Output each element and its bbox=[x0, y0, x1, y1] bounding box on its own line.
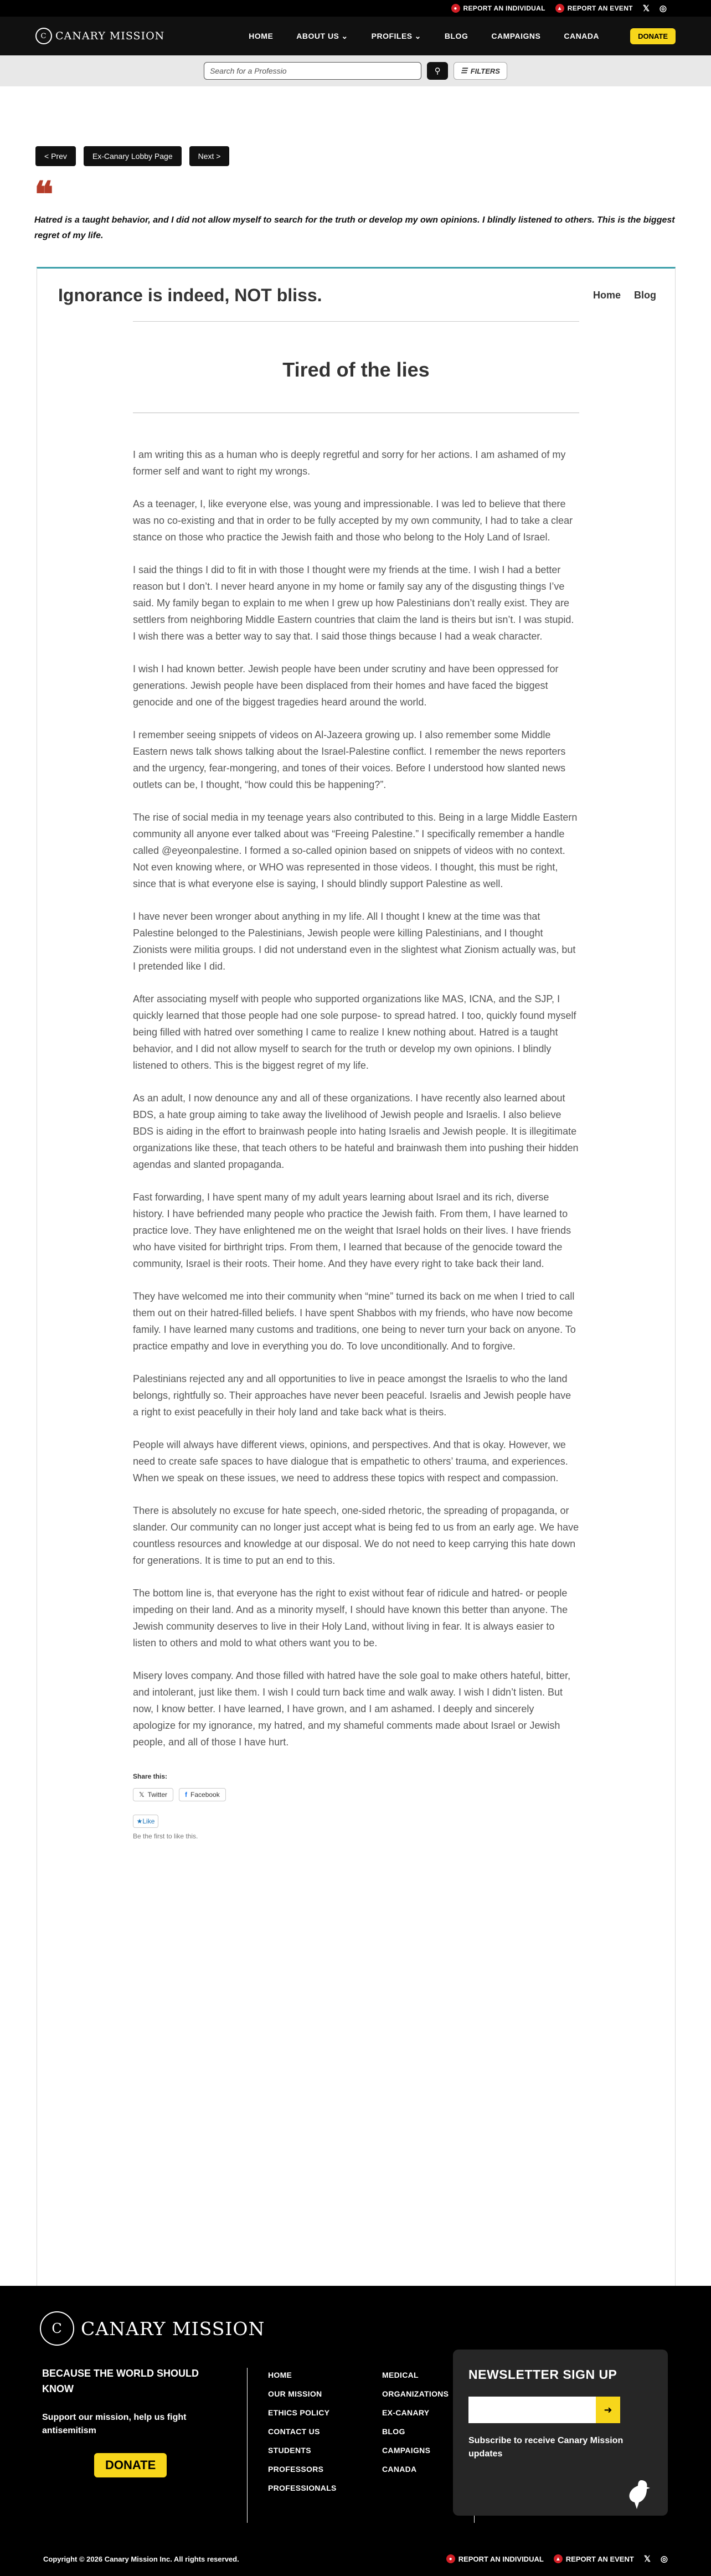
footer-report-individual[interactable]: ● REPORT AN INDIVIDUAL bbox=[446, 2554, 544, 2563]
paragraph: They have welcomed me into their community when “mine” turned its back on me when I tried to call them out on their hatred-filled beliefs. I have spent Shabbos with my friends, who have now become family. I have learned many customs and traditions, one being to never turn your back on anyone. To practice empathy and love in everything you do. To love unconditionally. And to forgive. bbox=[133, 1291, 576, 1352]
paragraph: As a teenager, I, like everyone else, was young and impressionable. I was led to believe that there was no co-existing and that in order to be fully accepted by my own community, I had to take a clear stance on those who practice the Jewish faith and those who belong to the Holy Land of Israel. bbox=[133, 498, 573, 543]
twitter-icon: 𝕏 bbox=[139, 1791, 145, 1799]
paragraph: I have never been wronger about anything in my life. All I thought I knew at the time was that Palestine belonged to the Palestinians, Jewish people were killing Palestinians, and I thought Zionists were militia groups. I did not understand even in the slightest what Zionism actually was, but I pretended like I did. bbox=[133, 911, 576, 972]
quote-text: Hatred is a taught behavior, and I did not allow myself to search for the truth or develop my own opinions. I blindly listened to others. This is the biggest regret of my life. bbox=[34, 215, 675, 240]
top-bar bbox=[0, 0, 711, 17]
footer-link[interactable]: CAMPAIGNS bbox=[382, 2446, 431, 2455]
blog-card bbox=[37, 267, 676, 2286]
share-label: Share this: bbox=[133, 1773, 168, 1780]
footer-link[interactable]: BLOG bbox=[382, 2427, 405, 2436]
share-facebook-button[interactable]: f Facebook bbox=[179, 1788, 226, 1801]
main-nav bbox=[0, 17, 711, 55]
paragraph: The rise of social media in my teenage years also contributed to this. Being in a large Middle Eastern community all anyone ever talked about was “Freeing Palestine.” I specifically remember a handle called @eyeonpalestine. I formed a so-called opinion based on snippets of videos with no context. Not even knowing where, or WHO was represented in those videos. I thought, this must be right, since that is what everyone else is saying, I should blindly support Palestine as well. bbox=[133, 812, 578, 889]
copyright: Copyright © 2026 Canary Mission Inc. All rights reserved. bbox=[43, 2554, 239, 2563]
post-title: Tired of the lies bbox=[282, 358, 430, 381]
flame-icon: ▲ bbox=[555, 4, 564, 13]
divider bbox=[133, 321, 579, 322]
report-event-link[interactable]: ▲ REPORT AN EVENT bbox=[555, 4, 633, 13]
nav-campaigns[interactable]: CAMPAIGNS bbox=[491, 31, 541, 40]
donate-button[interactable]: DONATE bbox=[630, 28, 676, 44]
star-icon: ★ bbox=[136, 1817, 143, 1825]
search-icon[interactable]: ⚲ bbox=[427, 62, 448, 80]
canary-logo-icon: C bbox=[35, 28, 52, 44]
facebook-icon: f bbox=[185, 1791, 188, 1799]
filter-icon: ☰ bbox=[461, 66, 467, 75]
footer-support-text: Support our mission, help us fight antisemitism bbox=[42, 2413, 187, 2435]
paragraph: People will always have different views, opinions, and perspectives. And that is okay. However, we need to create safe spaces to have dialogue that is empathetic to others’ trauma, and experiences. When we speak on these issues, we need to address these topics with respect and compassion. bbox=[133, 1439, 568, 1483]
footer-link[interactable]: CONTACT US bbox=[268, 2427, 320, 2436]
nav-blog[interactable]: BLOG bbox=[444, 31, 468, 40]
newsletter-title: NEWSLETTER SIGN UP bbox=[468, 2367, 617, 2382]
blog-links bbox=[593, 290, 656, 301]
flame-icon: ▲ bbox=[554, 2554, 563, 2563]
nav-links bbox=[249, 32, 599, 41]
blog-blog-link[interactable]: Blog bbox=[634, 290, 656, 301]
footer-link[interactable]: EX-CANARY bbox=[382, 2408, 430, 2417]
like-button[interactable]: ★ Like bbox=[133, 1815, 158, 1828]
paragraph: I am writing this as a human who is deeply regretful and sorry for her actions. I am ashamed of my former self and want to right my wrongs. bbox=[133, 449, 566, 477]
report-individual-link[interactable]: ● REPORT AN INDIVIDUAL bbox=[451, 4, 545, 13]
paragraph: I said the things I did to fit in with those I thought were my friends at the time. I wish I had a better reason but I don’t. I never heard anyone in my home or family say any of the disgusting things I’ve said. My family began to explain to me when I grew up how Palestinians don’t really exist. They are settlers from neighboring Middle Eastern countries that claim the land is theirs but isn’t. I was stupid. I wish there was a better way to say that. I said those things because I had a weak character. bbox=[133, 564, 574, 642]
instagram-icon[interactable]: ◎ bbox=[659, 4, 667, 13]
blog-header bbox=[37, 269, 675, 306]
like-note: Be the first to like this. bbox=[133, 1832, 198, 1840]
blog-title: Ignorance is indeed, NOT bliss. bbox=[58, 285, 322, 305]
canary-logo-icon: C bbox=[40, 2311, 74, 2346]
share-twitter-button[interactable]: 𝕏 Twitter bbox=[133, 1788, 173, 1801]
site-logo[interactable]: C CANARY MISSION bbox=[35, 28, 164, 44]
footer-link[interactable]: OUR MISSION bbox=[268, 2389, 322, 2398]
blog-home-link[interactable]: Home bbox=[592, 290, 621, 301]
pager bbox=[35, 146, 711, 166]
x-icon[interactable]: 𝕏 bbox=[642, 4, 650, 13]
footer-link[interactable]: HOME bbox=[268, 2371, 292, 2379]
x-icon[interactable]: 𝕏 bbox=[643, 2554, 651, 2564]
newsletter-note: Subscribe to receive Canary Mission updates bbox=[468, 2436, 624, 2459]
nav-profiles[interactable]: PROFILES ⌄ bbox=[371, 31, 421, 40]
paragraph: Fast forwarding, I have spent many of my adult years learning about Israel and its rich, diverse history. I have befriended many people who practice the Jewish faith. From them, I have learned to practice love. They have enlightened me on the weight that Israel holds on their lives. I have friends who have visited for birthright trips. From them, I learned that because of the genocide toward the community, Israel is their roots. Their home. And they have every right to take back their land. bbox=[133, 1192, 571, 1269]
footer-link[interactable]: ORGANIZATIONS bbox=[382, 2389, 449, 2398]
prev-button[interactable]: < Prev bbox=[35, 146, 76, 166]
search-bar bbox=[0, 55, 711, 86]
footer-bottom bbox=[0, 2542, 711, 2576]
quote-icon: ❝ bbox=[34, 174, 54, 215]
person-icon: ● bbox=[451, 4, 460, 13]
article-body bbox=[133, 446, 579, 1750]
footer-logo[interactable]: C CANARY MISSION bbox=[40, 2311, 265, 2346]
newsletter-form bbox=[468, 2397, 652, 2423]
ex-canary-lobby-button[interactable]: Ex-Canary Lobby Page bbox=[84, 146, 182, 166]
footer-link[interactable]: CANADA bbox=[382, 2465, 417, 2474]
person-icon: ● bbox=[446, 2554, 455, 2563]
filters-button[interactable]: ☰ FILTERS bbox=[454, 62, 507, 80]
footer-link[interactable]: ETHICS POLICY bbox=[268, 2408, 330, 2417]
search-input[interactable]: Search for a Professio bbox=[204, 62, 421, 80]
divider bbox=[247, 2368, 248, 2523]
paragraph: Misery loves company. And those filled with hatred have the sole goal to make others hateful, bitter, and intolerant, just like them. I wish I could turn back time and walk away. I wish I didn’t listen. But now, I know better. I have learned, I have grown, and I am ashamed. I deeply and sincerely apologize for my ignorance, my hatred, and my shameful comments made about Israel or Jewish people, and all of those I have hurt. bbox=[133, 1670, 571, 1748]
site-footer bbox=[0, 2286, 711, 2576]
chevron-down-icon: ⌄ bbox=[414, 31, 421, 40]
newsletter-email-input[interactable] bbox=[468, 2397, 596, 2423]
canary-bird-icon bbox=[620, 2476, 656, 2511]
footer-links-col-1 bbox=[268, 2366, 337, 2497]
footer-donate-button[interactable]: DONATE bbox=[94, 2453, 167, 2477]
footer-tagline: BECAUSE THE WORLD SHOULD KNOW bbox=[42, 2368, 199, 2394]
paragraph: As an adult, I now denounce any and all of these organizations. I have recently also learned about BDS, a hate group aiming to take away the livelihood of Jewish people and Israelis. I also believe BDS is aiding in the effort to brainwash people into hating Israelis and Jewish people. It is illegitimate organizations like these, that teach others to be hateful and brainwash them into pushing their hidden agendas and slanted propaganda. bbox=[133, 1093, 579, 1170]
footer-link[interactable]: STUDENTS bbox=[268, 2446, 311, 2455]
footer-bottom-links bbox=[446, 2554, 668, 2564]
paragraph: The bottom line is, that everyone has the right to exist without fear of ridicule and hatred- or people impeding on their land. And as a minority myself, I should have known this better than anyone. The Jewish community deserves to live in their Holy Land, without living in fear. It is always easier to listen to others and mold to what others want you to be. bbox=[133, 1588, 568, 1648]
nav-canada[interactable]: CANADA bbox=[564, 31, 600, 40]
footer-link[interactable]: PROFESSIONALS bbox=[268, 2484, 337, 2492]
footer-link[interactable]: PROFESSORS bbox=[268, 2465, 324, 2474]
paragraph: I remember seeing snippets of videos on Al-Jazeera growing up. I also remember some Middle Eastern news talk shows talking about the Israel-Palestine conflict. I remember the news reporters and the urgency, fear-mongering, and tones of their voices. Before I understood how slanted news outlets can be, I thought, “how could this be happening?”. bbox=[133, 729, 566, 790]
pull-quote bbox=[34, 174, 676, 244]
paragraph: There is absolutely no excuse for hate speech, one-sided rhetoric, the spreading of propaganda, or slander. Our community can no longer just accept what is being fed to us from an early age. We have countless resources and knowledge at our disposal. We do not need to keep carrying this hate down for generations. It is time to put an end to this. bbox=[133, 1505, 579, 1566]
chevron-down-icon: ⌄ bbox=[341, 31, 348, 40]
paragraph: After associating myself with people who supported organizations like MAS, ICNA, and the SJP, I quickly learned that those people had one sole purpose- to spread hatred. I too, quickly found myself being filled with hatred over something I came to realize I knew nothing about. Hatred is a taught behavior, and I did not allow myself to search for the truth or develop my own opinions. I blindly listened to others. This is the biggest regret of my life. bbox=[133, 993, 576, 1071]
next-button[interactable]: Next > bbox=[189, 146, 230, 166]
footer-link[interactable]: MEDICAL bbox=[382, 2371, 419, 2379]
instagram-icon[interactable]: ◎ bbox=[660, 2554, 668, 2564]
share-section bbox=[133, 1773, 675, 1840]
paragraph: Palestinians rejected any and all opportunities to live in peace amongst the Israelis to who the land belongs, rightfully so. Their approaches have never been peaceful. Israelis and Jewish people have a right to exist peacefully in their holy land and take back what is theirs. bbox=[133, 1373, 571, 1418]
footer-report-event[interactable]: ▲ REPORT AN EVENT bbox=[554, 2554, 634, 2563]
arrow-right-icon[interactable]: ➜ bbox=[596, 2397, 620, 2423]
newsletter-box bbox=[453, 2350, 668, 2516]
nav-home[interactable]: HOME bbox=[249, 31, 274, 40]
paragraph: I wish I had known better. Jewish people have been under scrutiny and have been oppressed for generations. Jewish people have been displaced from their homes and have faced the biggest genocide and one of the biggest tragedies heard around the world. bbox=[133, 663, 559, 708]
footer-links-col-2 bbox=[382, 2366, 449, 2479]
nav-about-us[interactable]: ABOUT US ⌄ bbox=[296, 31, 348, 40]
share-buttons bbox=[133, 1788, 675, 1801]
